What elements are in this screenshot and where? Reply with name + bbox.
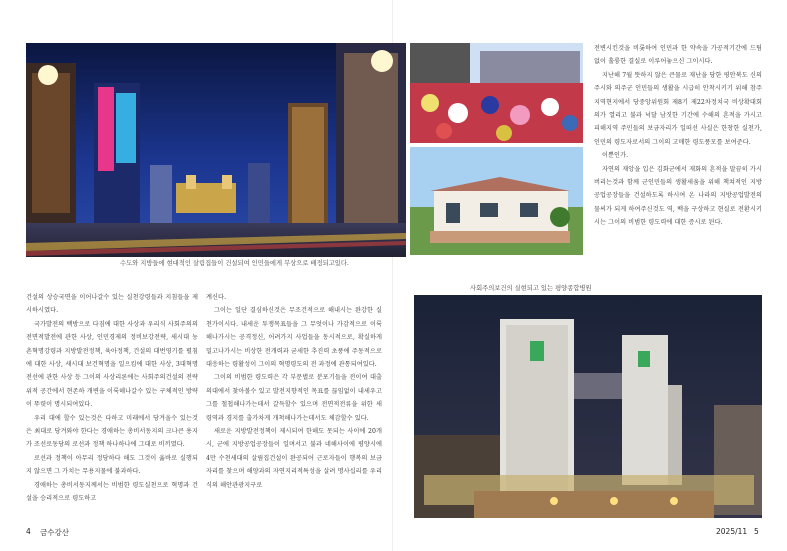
paragraph: 그이는 일단 결심하신것은 무조건적으로 해내시는 완강한 실천가이시다. 내세운 투쟁목표들을 그 무엇이나 가감적으로 이룩해나가시는 공격정신, 어려가지 사업들을 동시적으로, 확실하게 밀고나가시는 비상한 전개력과 굳세한 추진력 초풍에 주동적으로 대응하는 령활성이 그이의 혁명령도의 전 과정에 관통되여있다. (206, 307, 382, 369)
issue-date: 2025/11 (716, 527, 748, 536)
house-photo (410, 147, 583, 255)
paragraph: 우리 대에 할수 있는것은 다하고 미래에서 당겨올수 있는것은 최대로 당겨와야 한다는 경애하는 총비서동지의 크나큰 용지가 조선로동당의 로선과 정책 하나하나에 그대로 비끼였다. (26, 414, 198, 449)
hospital-photo-caption: 사회주의보건의 실현되고 있는 평양종합병원 (470, 285, 592, 292)
middle-column-text (206, 291, 382, 492)
paragraph: 그이의 비범한 령도력은 각 부문별로 분포기들을 전이여 대출의대에서 찾아볼수 있고 발전지향적인 목표를 끊임없이 내세우고 그를 철첩해나가는데서 갈득할수 있으며 전면적전류을 위한 새 령역과 경지를 출가차게 개척해나가는데서도 체감할수 있다. (206, 374, 382, 422)
right-page-number: 5 (754, 527, 759, 536)
magazine-name: 금수강산 (40, 528, 69, 537)
celebration-photo (410, 43, 583, 143)
paragraph: 새로운 지방발전정책이 제시되여 한해도 못되는 사이에 20개 시, 군에 지방공업공장들이 일며서고 불과 네해사이에 평양시에 4만 수천세대의 살림집건설이 완공되어 근로자들이 행복의 보금자리를 찾으며 해양과의 자연지리적특성을 살려 명사십리를 우리 식의 해안관광지구로 (206, 428, 382, 489)
paragraph: 전변시킨것을 비롯하여 인민과 한 약속을 가공적기간에 드팀없이 훌륭한 결실로 이루어놓으신 그이시다. (594, 45, 762, 66)
city-night-photo (26, 43, 406, 257)
paragraph: 이뿐인가. (602, 152, 629, 160)
paragraph: 계신다. (206, 294, 227, 301)
paragraph: 국가발전의 백방으로 다짐에 대한 사상과 우리식 사회주의의 전면적발전에 관한 사상, 인민경제의 정비보강전략, 새시대 농촌혁명강령과 지방발전정책, 육아정책, 건설의 대번영기를 펼침에 대한 사상, 새시대 보건혁명을 일으킴에 대한 사상, 3대혁명전선에 관한 사상 등 그이의 사상리론에는 사회주의건설의 전략위적 공간에서 현존하 개변을 이룩해나갈수 있는 구체적인 방략이 뚜렷이 명시되여있다. (26, 320, 198, 409)
city-photo-caption: 수도와 지방들에 현대적인 살림집들이 건설되여 인민들에게 무상으로 배정되고있다. (120, 260, 349, 267)
left-column-text (26, 291, 198, 506)
paragraph: 자연의 재앙을 입은 김화군에서 재화의 흔적을 말끔히 가시버리는것과 함께 군인민들의 생활세움을 위해 책쳐적인 지방공업공장들을 건설하도록 하시여 온 나라의 지방공업발전의 물씨가 되게 하여주신것도 역, 백을 구상하고 현실로 전환시키시는 그이의 비범한 령도력에 대한 증시로 된다. (594, 165, 762, 227)
paragraph: 경애하는 총비서동지께서는 비범한 령도실천으로 혁명과 건설을 승리적으로 령도하고 (26, 481, 198, 503)
paragraph: 로선과 정책이 아무리 정당하다 해도 그것이 옳바로 실행되지 않으면 그 가치는 무용지물에 불과하다. (26, 454, 198, 476)
hospital-photo (414, 295, 762, 518)
left-page-number: 4 (26, 527, 31, 536)
paragraph: 건설의 상승국면을 이어나갈수 있는 실천강령들과 지침들을 제시하시였다. (26, 294, 198, 315)
paragraph: 지난해 7월 뜻하지 않은 큰물로 재난을 당한 평안북도 신의주시와 의주군 인민들의 생활을 시급히 안착시키기 위해 참주지역현지에서 당중앙위원회 제8기 제22차정치국 비상확대회의가 열리고 불과 넉달 남짓한 기간에 수해의 흔적을 가시고 피해지역 주민들의 보금자리가 일떠선 사실은 한창한 실천가, 인민의 령도자로서의 그이의 고매한 령도풍모를 보여준다. (594, 71, 762, 146)
right-top-text (594, 42, 762, 230)
